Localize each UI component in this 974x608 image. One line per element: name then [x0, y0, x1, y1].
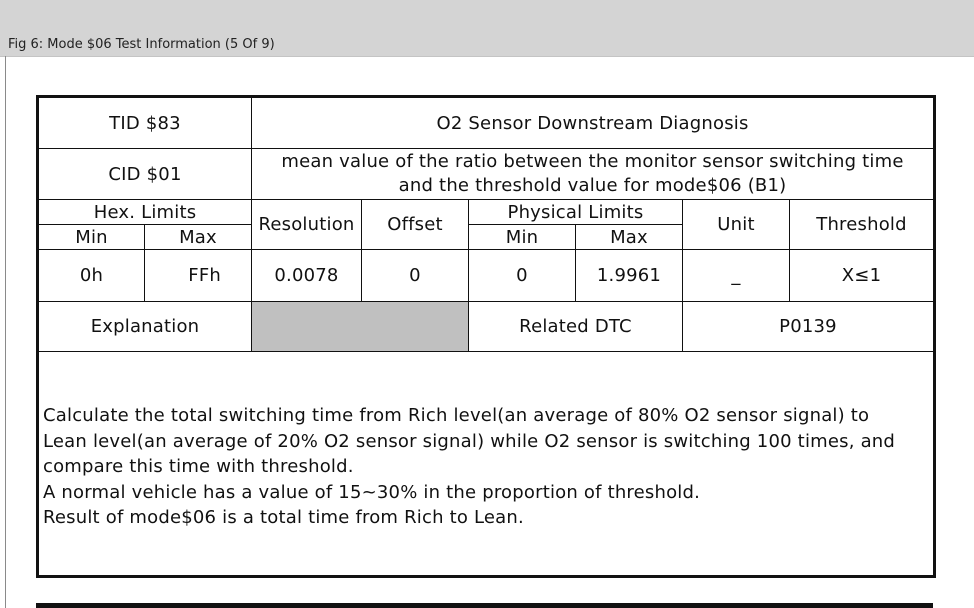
- explanation-line-2: Lean level(an average of 20% O2 sensor signal) while O2 sensor is switching 100 times, and: [43, 430, 896, 452]
- offset-value: 0: [362, 250, 469, 302]
- hex-limits-header: Hex. Limits: [38, 200, 252, 225]
- explanation-line-1: Calculate the total switching time from Rich level(an average of 80% O2 sensor signal) to: [43, 405, 870, 426]
- hex-min-header: Min: [38, 225, 145, 250]
- resolution-header: Resolution: [252, 200, 362, 250]
- tid-description: O2 Sensor Downstream Diagnosis: [252, 97, 935, 149]
- hex-max-value: FFh: [145, 250, 252, 302]
- unit-value: _: [683, 250, 790, 302]
- phys-max-value: 1.9961: [576, 250, 683, 302]
- resolution-value: 0.0078: [252, 250, 362, 302]
- cid-description: [252, 149, 935, 200]
- physical-limits-header: Physical Limits: [469, 200, 683, 225]
- mode06-test-table: [36, 95, 936, 578]
- cid-label: CID $01: [38, 149, 252, 200]
- explanation-line-5: Result of mode$06 is a total time from Rich to Lean.: [43, 507, 524, 528]
- unit-header: Unit: [683, 200, 790, 250]
- hex-min-value: 0h: [38, 250, 145, 302]
- explanation-label: Explanation: [38, 302, 252, 352]
- tid-label: TID $83: [38, 97, 252, 149]
- explanation-line-4: A normal vehicle has a value of 15~30% in the proportion of threshold.: [43, 481, 701, 503]
- phys-max-header: Max: [576, 225, 683, 250]
- hex-max-header: Max: [145, 225, 252, 250]
- phys-min-value: 0: [469, 250, 576, 302]
- next-table-top-border: [36, 603, 933, 608]
- phys-min-header: Min: [469, 225, 576, 250]
- threshold-header: Threshold: [790, 200, 935, 250]
- figure-caption: Fig 6: Mode $06 Test Information (5 Of 9): [8, 37, 275, 52]
- page-edge: [5, 56, 6, 608]
- cid-description-line-2: and the threshold value for mode$06 (B1): [398, 175, 787, 196]
- related-dtc-label: Related DTC: [469, 302, 683, 352]
- explanation-text: [38, 352, 935, 577]
- explanation-line-3: compare this time with threshold.: [43, 456, 354, 477]
- cid-description-line-1: mean value of the ratio between the monitor sensor switching time: [281, 151, 904, 172]
- related-dtc-value: P0139: [683, 302, 935, 352]
- offset-header: Offset: [362, 200, 469, 250]
- blank-grey-cell: [252, 302, 469, 352]
- threshold-value: X≤1: [790, 250, 935, 302]
